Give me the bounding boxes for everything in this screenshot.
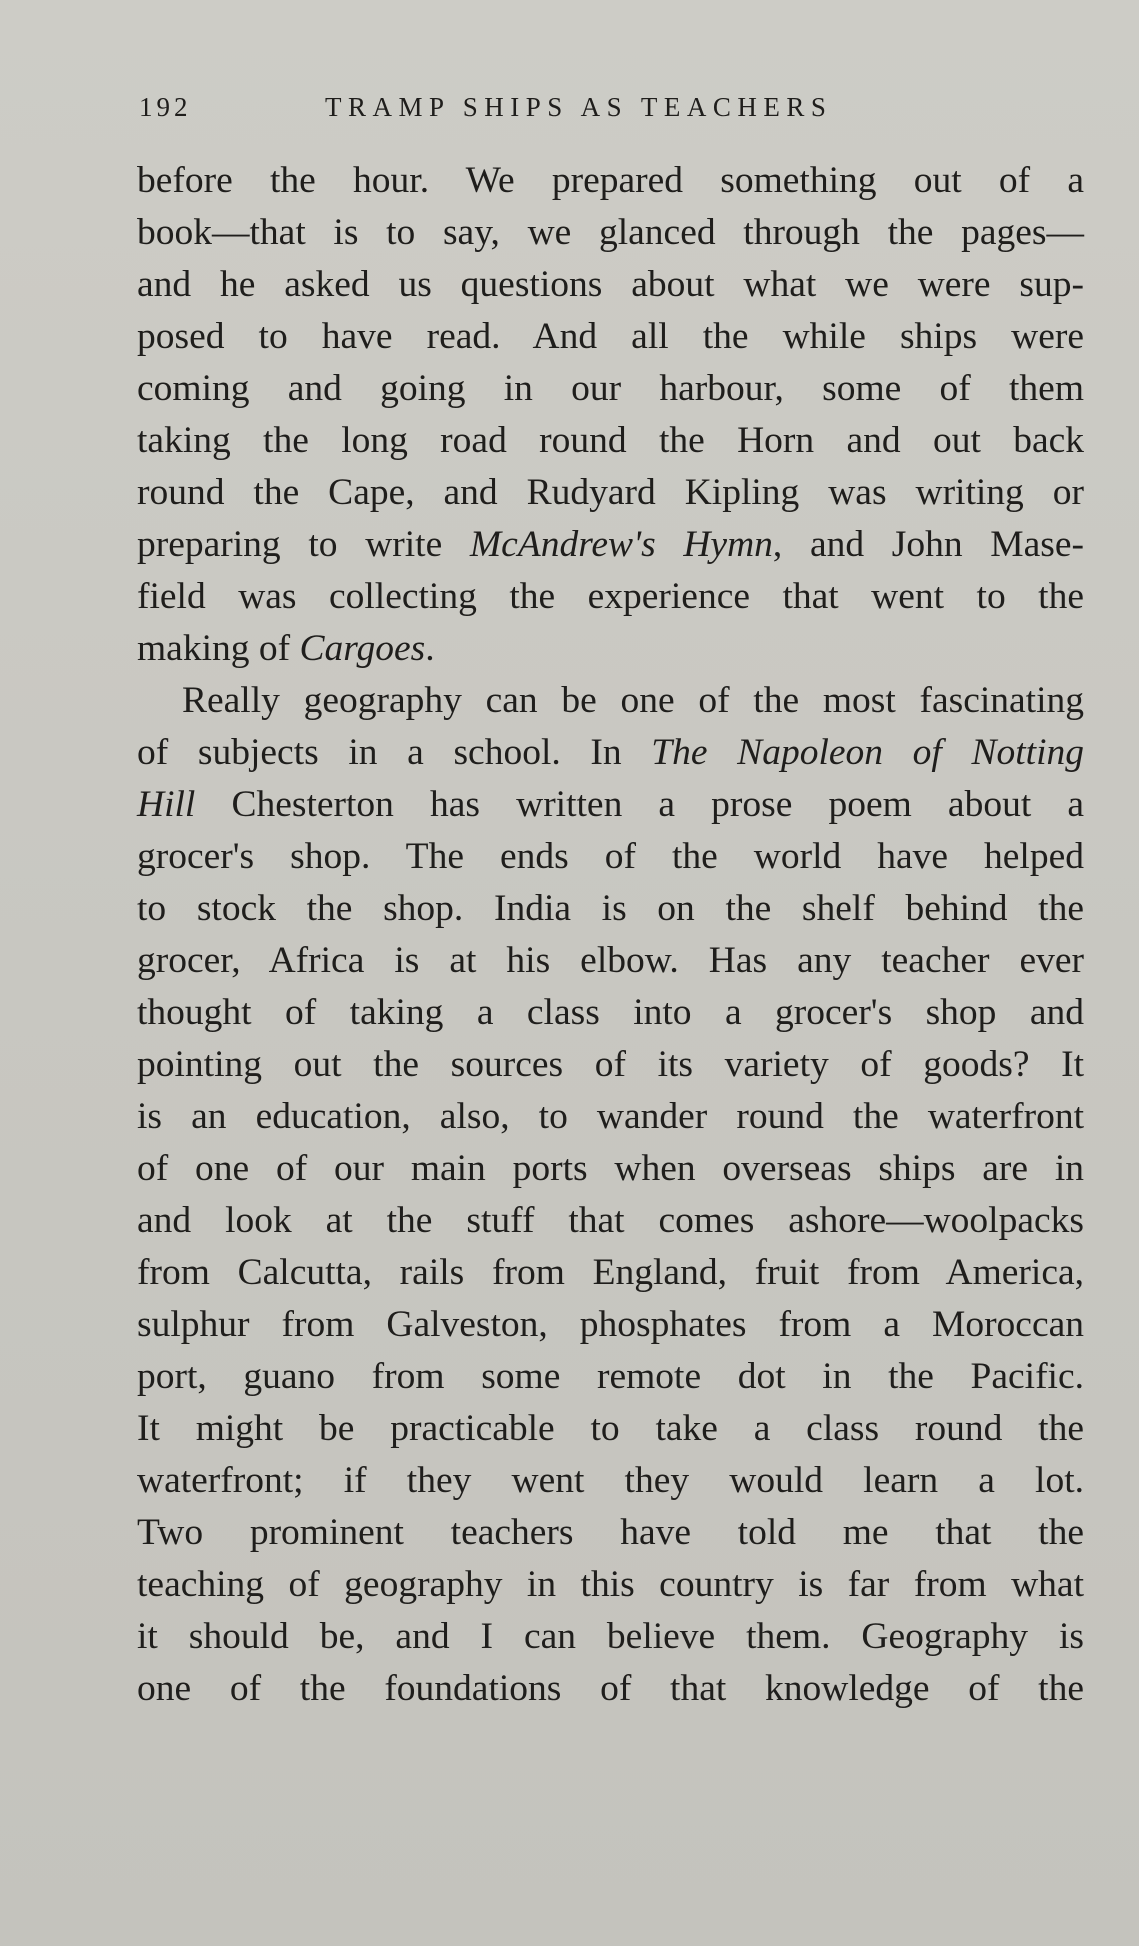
text-line xyxy=(137,519,1084,571)
body-text xyxy=(137,155,1084,1715)
text-line xyxy=(137,727,1084,779)
text-line xyxy=(137,623,1084,675)
text-line: from Calcutta, rails from England, fruit from America, xyxy=(137,1252,1084,1293)
text-run: Chesterton has written a prose poem about a xyxy=(195,784,1084,825)
text-line: teaching of geography in this country is far from what xyxy=(137,1564,1084,1605)
page-header xyxy=(139,92,1084,132)
title-reference: Cargoes xyxy=(299,628,426,669)
text-line: Two prominent teachers have told me that the xyxy=(137,1512,1084,1553)
text-line: round the Cape, and Rudyard Kipling was writing or xyxy=(137,472,1084,513)
text-line: taking the long road round the Horn and out back xyxy=(137,420,1084,461)
title-reference: Hill xyxy=(137,784,196,825)
text-line: one of the foundations of that knowledge of the xyxy=(137,1668,1084,1709)
text-line: field was collecting the experience that went to the xyxy=(137,576,1084,617)
text-line: is an education, also, to wander round the waterfront xyxy=(137,1096,1084,1137)
text-line: grocer's shop. The ends of the world have helped xyxy=(137,836,1084,877)
text-line: and he asked us questions about what we were sup- xyxy=(137,264,1084,305)
text-run: , and John Mase- xyxy=(772,524,1085,565)
text-line: to stock the shop. India is on the shelf behind the xyxy=(137,888,1084,929)
text-line: of one of our main ports when overseas ships are in xyxy=(137,1148,1084,1189)
running-head: TRAMP SHIPS AS TEACHERS xyxy=(325,92,833,122)
text-line: grocer, Africa is at his elbow. Has any teacher ever xyxy=(137,940,1084,981)
text-line: It might be practicable to take a class round the xyxy=(137,1408,1084,1449)
text-line: before the hour. We prepared something out of a xyxy=(137,160,1084,201)
text-line: it should be, and I can believe them. Geography is xyxy=(137,1616,1084,1657)
text-line: thought of taking a class into a grocer's shop and xyxy=(137,992,1084,1033)
title-reference: The Napoleon of Notting xyxy=(651,732,1084,773)
text-line: waterfront; if they went they would learn a lot. xyxy=(137,1460,1084,1501)
text-line: book—that is to say, we glanced through the pages— xyxy=(137,212,1084,253)
text-line: coming and going in our harbour, some of them xyxy=(137,368,1084,409)
text-line: posed to have read. And all the while ships were xyxy=(137,316,1084,357)
text-line: sulphur from Galveston, phosphates from a Moroccan xyxy=(137,1304,1084,1345)
text-line: and look at the stuff that comes ashore—woolpacks xyxy=(137,1200,1084,1241)
text-run: of subjects in a school. In xyxy=(137,732,652,773)
text-run: making of xyxy=(137,628,300,669)
text-line: Really geography can be one of the most fascinating xyxy=(182,680,1084,721)
text-run: preparing to write xyxy=(137,524,470,565)
text-line xyxy=(137,779,1084,831)
text-line: pointing out the sources of its variety of goods? It xyxy=(137,1044,1084,1085)
title-reference: McAndrew's Hymn xyxy=(469,524,773,565)
text-run: . xyxy=(425,628,435,669)
text-line: port, guano from some remote dot in the Pacific. xyxy=(137,1356,1084,1397)
page-number: 192 xyxy=(139,92,192,122)
